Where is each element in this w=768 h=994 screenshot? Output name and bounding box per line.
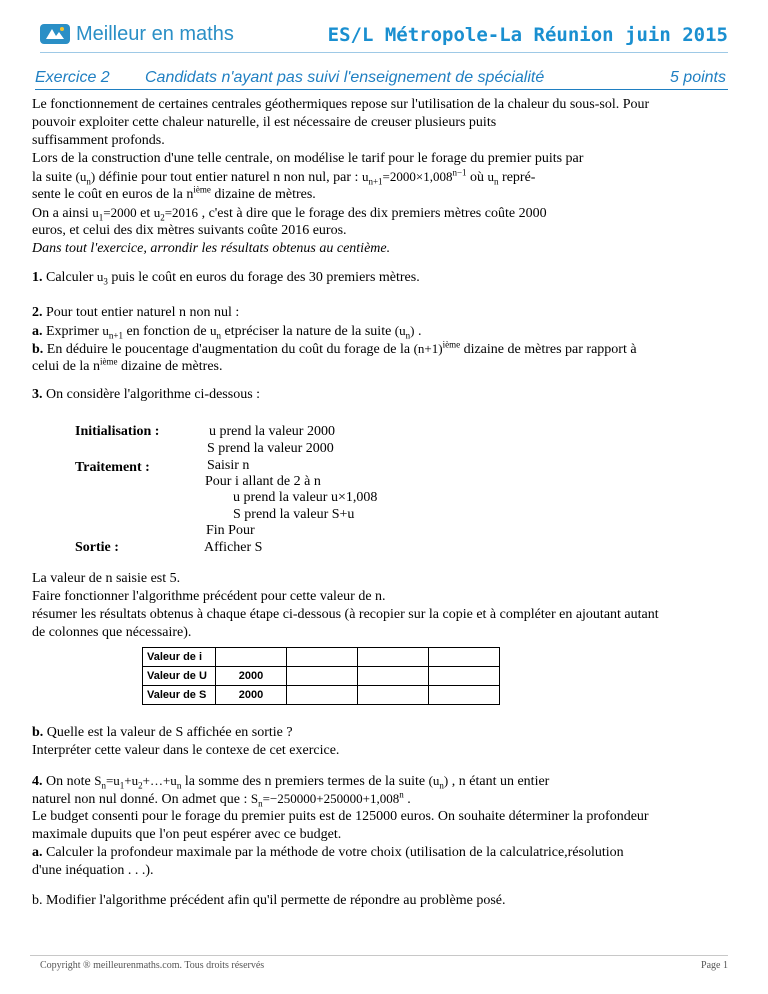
table-row [143,648,500,667]
question-3b-cont: Interpréter cette valeur dans le contexe de cet exercice. [32,743,340,758]
algo-line-2: S prend la valeur 2000 [207,441,334,456]
table-cell [287,648,358,667]
algo-line-7: Fin Pour [206,523,255,538]
intro-line-3: suffisamment profonds. [32,133,165,148]
logo-text: Meilleur en maths [76,23,234,45]
footer-page-number: Page 1 [701,960,728,971]
table-row [143,686,500,705]
question-4b: b. Modifier l'algorithme précédent afin qu'il permette de répondre au problème posé. [32,893,506,908]
algo-line-5: u prend la valeur u×1,008 [233,490,378,505]
logo-icon [40,22,70,46]
q3-para-4: de colonnes que nécessaire). [32,625,192,640]
algo-line-1: u prend la valeur 2000 [209,424,335,439]
footer-copyright: Copyright ® meilleurenmaths.com. Tous droits réservés [40,960,265,971]
rounding-instruction: Dans tout l'exercice, arrondir les résultats obtenus au centième. [32,241,391,256]
intro-line-6: sente le coût en euros de la $n^{ième}$ dizaine de mètres. [32,184,316,202]
question-4-line-3: Le budget consenti pour le forage du premier puits est de 125000 euros. On souhaite déterminer la profondeur [32,809,649,824]
table-header-u: Valeur de U [143,667,216,686]
question-2b: b. En déduire le poucentage d'augmentation du coût du forage de la $(n+1)^{ième}$ dizaine de mètres par rapport à [32,339,637,357]
question-4-line-1: 4. On note $S_n=u_1+u_2+\dots+u_n$ la somme des n premiers termes de la suite $(u_n)$ , n étant un entier [32,773,550,791]
header-divider [40,52,728,53]
algo-label-init: Initialisation : [75,424,160,439]
table-cell: 2000 [216,667,287,686]
table-cell [216,648,287,667]
table-header-s: Valeur de S [143,686,216,705]
table-row [143,667,500,686]
question-4-line-2: naturel non nul donné. On admet que : $S_n=-250000+250000+1,008^n$ . [32,789,411,809]
table-header-i: Valeur de i [143,648,216,667]
u2-value: $u_2=2016$ [153,205,199,223]
u1-value: $u_1=2000$ [92,205,137,223]
question-4a: a. Calculer la profondeur maximale par la méthode de votre choix (utilisation de la calculatrice,résolution [32,845,624,860]
algo-label-trait: Traitement : [75,460,150,475]
exercise-points: 5 points [669,69,726,86]
intro-line-8: euros, et celui des dix mètres suivants coûte 2016 euros. [32,223,347,238]
exercise-number: Exercice 2 [35,69,110,86]
sum-definition: $S_n=u_1+u_2+\dots+u_n$ [94,773,182,791]
table-cell [429,648,500,667]
table-cell [287,686,358,705]
algorithm-table [142,647,500,705]
table-cell [358,648,429,667]
exercise-divider [35,89,728,90]
q3-para-1: La valeur de n saisie est 5. [32,571,181,586]
question-4-line-4: maximale dupuits que l'on peut espérer avec ce budget. [32,827,342,842]
table-cell [287,667,358,686]
question-1: 1. Calculer $u_3$ puis le coût en euros du forage des 30 premiers mètres. [32,269,420,287]
algo-line-4: Pour i allant de 2 à n [205,474,321,489]
question-3b: b. Quelle est la valeur de S affichée en sortie ? [32,725,293,740]
question-2b-cont: celui de la $n^{ième}$ dizaine de mètres. [32,356,223,374]
question-3-intro: 3. On considère l'algorithme ci-dessous : [32,387,261,402]
sum-formula: $S_n=-250000+250000+1,008^n$ [250,789,404,809]
algo-line-8: Afficher S [204,540,263,555]
document-title: ES/L Métropole-La Réunion juin 2015 [327,24,728,46]
algo-label-sortie: Sortie : [75,540,119,555]
intro-line-2: pouvoir exploiter cette chaleur naturelle, il est nécessaire de creuser plusieurs puits [32,115,497,130]
table-cell [429,686,500,705]
footer-divider [30,955,728,956]
logo [40,22,280,52]
question-2a: a. Exprimer $u_{n+1}$ en fonction de $u_n$ etpréciser la nature de la suite $(u_n)$ . [32,323,422,341]
intro-line-7: On a ainsi $u_1=2000$ et $u_2=2016$ , c'est à dire que le forage des dix premiers mètres coûte 2000 [32,205,547,223]
q3-para-3: résumer les résultats obtenus à chaque étape ci-dessous (à recopier sur la copie et à compléter en ajoutant autant [32,607,659,622]
table-cell [358,667,429,686]
algo-line-6: S prend la valeur S+u [233,507,355,522]
table-cell [358,686,429,705]
intro-line-1: Le fonctionnement de certaines centrales géothermiques repose sur l'utilisation de la chaleur du sous-sol. Pour [32,97,650,112]
exercise-title: Candidats n'ayant pas suivi l'enseignement de spécialité [145,69,545,86]
algo-line-3: Saisir n [207,458,250,473]
table-cell [429,667,500,686]
sequence-un: $(u_n)$ [75,169,96,187]
table-cell: 2000 [216,686,287,705]
question-4a-cont: d'une inéquation . . .). [32,863,154,878]
intro-line-4: Lors de la construction d'une telle centrale, on modélise le tarif pour le forage du premier puits par [32,151,584,166]
q3-para-2: Faire fonctionner l'algorithme précédent pour cette valeur de n. [32,589,386,604]
question-2-intro: 2. Pour tout entier naturel n non nul : [32,305,240,320]
intro-line-5: la suite $(u_n)$ définie pour tout entier naturel n non nul, par : $u_{n+1}=2000\times 1,008^{n-1}$ où $u_n$ repré- [32,167,536,187]
recurrence-formula: $u_{n+1}=2000\times 1,008^{n-1}$ [361,167,467,187]
